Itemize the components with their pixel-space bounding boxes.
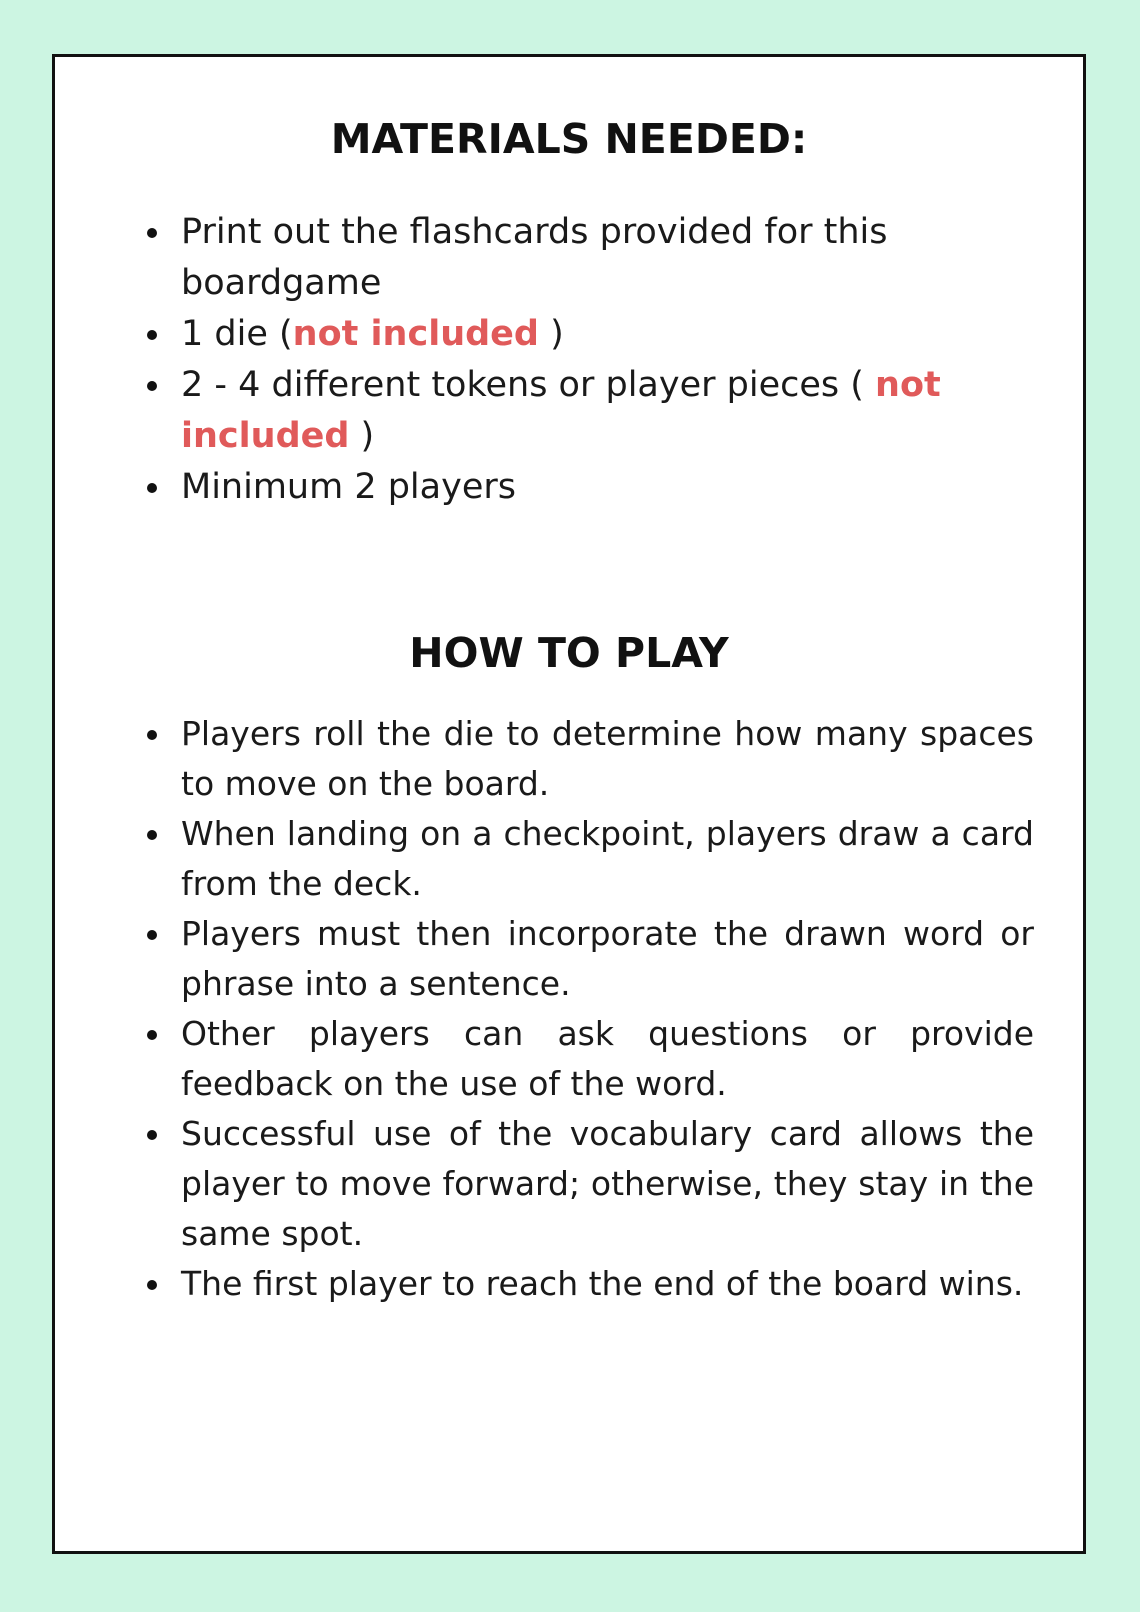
list-item xyxy=(181,462,1041,513)
materials-item-tokens-close: ) xyxy=(349,416,375,456)
instruction-card xyxy=(52,54,1086,1554)
materials-heading: MATERIALS NEEDED: xyxy=(330,115,808,163)
materials-item-tokens-text: 2 - 4 different tokens or player pieces ( xyxy=(181,365,876,405)
how-to-play-list xyxy=(181,709,1034,1309)
list-item: Players roll the die to determine how many spaces to move on the board. xyxy=(181,709,1034,809)
list-item xyxy=(181,360,1041,462)
not-included-highlight: not included xyxy=(292,314,539,354)
list-item: The first player to reach the end of the board wins. xyxy=(181,1259,1034,1309)
list-item: When landing on a checkpoint, players draw a card from the deck. xyxy=(181,809,1034,909)
list-item: Other players can ask questions or provide feedback on the use of the word. xyxy=(181,1009,1034,1109)
materials-item-die-text: 1 die ( xyxy=(181,314,293,354)
list-item xyxy=(181,207,1041,309)
materials-item-players: Minimum 2 players xyxy=(181,467,516,507)
list-item: Players must then incorporate the drawn word or phrase into a sentence. xyxy=(181,909,1034,1009)
list-item xyxy=(181,309,1041,360)
not-included-highlight: not included xyxy=(181,365,941,456)
materials-list xyxy=(181,207,1041,513)
materials-item-flashcards: Print out the flashcards provided for this boardgame xyxy=(181,212,888,303)
how-to-play-heading: HOW TO PLAY xyxy=(409,629,729,677)
list-item: Successful use of the vocabulary card allows the player to move forward; otherwise, they stay in the same spot. xyxy=(181,1109,1034,1259)
materials-item-die-close: ) xyxy=(538,314,564,354)
